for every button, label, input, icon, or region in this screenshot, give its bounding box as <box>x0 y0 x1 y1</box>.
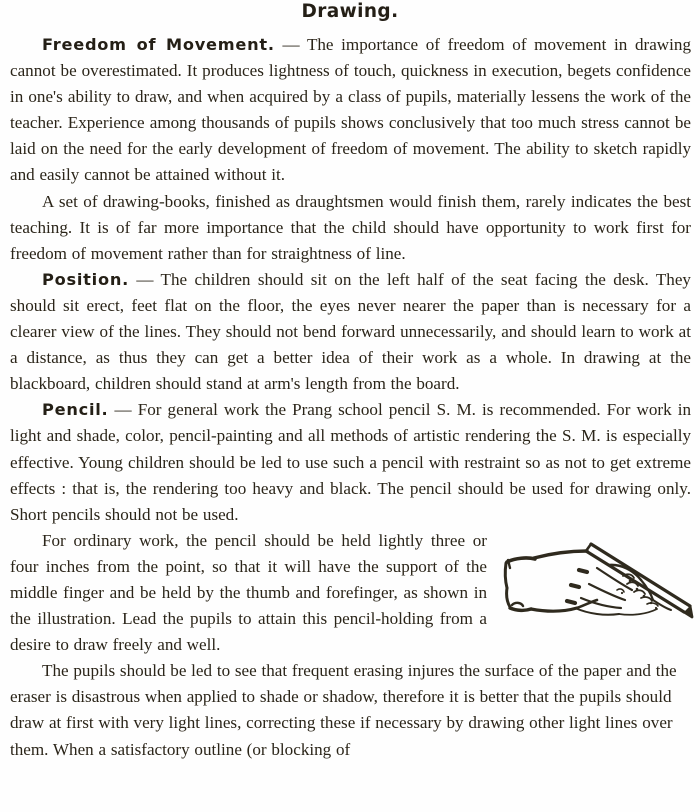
paragraph-pencil <box>10 397 691 527</box>
runin-dash: — <box>274 35 307 54</box>
paragraph-freedom-of-movement <box>10 32 691 189</box>
runin-head-pencil: Pencil. <box>42 400 109 420</box>
paragraph-erasing <box>10 658 691 762</box>
page-title: Drawing. <box>301 1 399 22</box>
runin-dash: — <box>108 400 138 420</box>
paragraph-position <box>10 267 691 397</box>
paragraph-text: The children should sit on the left half of the seat facing the desk. They should sit erect, feet flat on the floor, the eyes never nearer the paper than is necessary for a clearer view of the lines. They should not bend forward unnecessarily, and should learn to work at a distance, as thus they can get a better idea of their work as a whole. In drawing at the blackboard, children should stand at arm's length from the board. <box>10 269 691 394</box>
paragraph-text: The importance of freedom of movement in drawing cannot be overestimated. It produces lightness of touch, quickness in execution, begets confidence in one's ability to draw, and when acquired by a class of pupils, materially lessens the work of the teacher. Experience among thousands of pupils shows conclusively that too much stress cannot be laid on the need for the early development of freedom of movement. The ability to sketch rapidly and easily cannot be attained without it. <box>10 35 691 185</box>
runin-head-position: Position. <box>42 269 129 289</box>
runin-head-freedom-of-movement: Freedom of Movement. <box>42 35 275 54</box>
paragraph-text: A set of drawing-books, finished as draughtsmen would finish them, rarely indicates the best teaching. It is of far more importance that the child should have opportunity to work first for freedom of movement rather than for straightness of line. <box>10 191 691 263</box>
body-column <box>10 32 691 763</box>
paragraph-text: For ordinary work, the pencil should be held lightly three or four inches from the point, so that it will have the support of the middle finger and be held by the thumb and forefinger, as shown in the illustration. Lead the pupils to attain this pencil-holding from a desire to draw freely and well. <box>10 530 487 655</box>
hand-holding-pencil-illustration <box>501 532 697 636</box>
paragraph-drawing-books <box>10 189 691 267</box>
runin-dash: — <box>129 269 161 289</box>
paragraph-text: The pupils should be led to see that frequent erasing injures the surface of the paper and the eraser is disastrous when applied to shade or shadow, therefore it is better that the pupils should draw at first with very light lines, correcting these if necessary by drawing other light lines over them. When a satisfactory outline (or blocking of <box>10 661 677 759</box>
paragraph-text: For general work the Prang school pencil S. M. is recommended. For work in light and shade, color, pencil-painting and all methods of artistic rendering the S. M. is especially effective. Young children should be led to use such a pencil with restraint so as not to get extreme effects : that is, the rendering too heavy and black. The pencil should be used for drawing only. Short pencils should not be used. <box>10 400 692 524</box>
